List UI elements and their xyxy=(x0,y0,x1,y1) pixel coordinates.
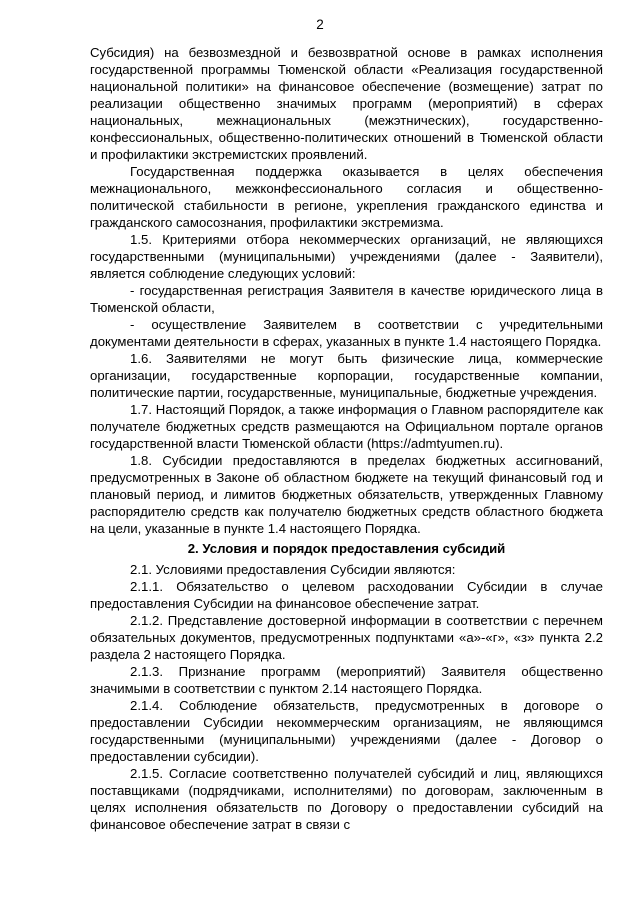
paragraph-state-support: Государственная поддержка оказывается в целях обеспечения межнационального, межконфессионального согласия и общественно-политической стабильности в регионе, укрепления гражданского единства и гражданского самосознания, профилактики экстремизма. xyxy=(90,164,603,230)
paragraph-2-1-3: 2.1.3. Признание программ (мероприятий) Заявителя общественно значимыми в соответствии с пунктом 2.14 настоящего Порядка. xyxy=(90,664,603,696)
paragraph-condition-activity: - осуществление Заявителем в соответствии с учредительными документами деятельности в сферах, указанных в пункте 1.4 настоящего Порядка. xyxy=(90,317,603,349)
paragraph-1-5: 1.5. Критериями отбора некоммерческих организаций, не являющихся государственными (муниципальными) учреждениями (далее - Заявители), является соблюдение следующих условий: xyxy=(90,232,603,281)
paragraph-2-1-1: 2.1.1. Обязательство о целевом расходовании Субсидии в случае предоставления Субсидии на финансовое обеспечение затрат. xyxy=(90,579,603,611)
paragraph-2-1-5: 2.1.5. Согласие соответственно получателей субсидий и лиц, являющихся поставщиками (подрядчиками, исполнителями) по договорам, заключенным в целях исполнения обязательств по Договору о предоставлении субсидий на финансовое обеспечение затрат в связи с xyxy=(90,766,603,832)
paragraph-1-7: 1.7. Настоящий Порядок, а также информация о Главном распорядителе как получателе бюджетных средств размещаются на Официальном портале органов государственной власти Тюменской области (https://admtyumen.ru). xyxy=(90,402,603,451)
paragraph-condition-registration: - государственная регистрация Заявителя в качестве юридического лица в Тюменской области, xyxy=(90,283,603,315)
paragraph-intro: Субсидия) на безвозмездной и безвозвратной основе в рамках исполнения государственной программы Тюменской области «Реализация государственной национальной политики» на финансовое обеспечение (возмещение) затрат по реализации общественно значимых программ (мероприятий) в сферах национальных, межнациональных (межэтнических), государственно-конфессиональных, общественно-политических отношений в Тюменской области и профилактики экстремистских проявлений. xyxy=(90,45,603,162)
section-heading: 2. Условия и порядок предоставления субсидий xyxy=(187,541,506,556)
paragraph-2-1: 2.1. Условиями предоставления Субсидии являются: xyxy=(130,562,456,577)
page-number: 2 xyxy=(316,17,324,32)
document-body xyxy=(90,44,603,833)
paragraph-2-1-2: 2.1.2. Представление достоверной информации в соответствии с перечнем обязательных документов, предусмотренных подпунктами «а»-«г», «з» пункта 2.2 раздела 2 настоящего Порядка. xyxy=(90,613,603,662)
paragraph-1-8: 1.8. Субсидии предоставляются в пределах бюджетных ассигнований, предусмотренных в Законе об областном бюджете на текущий финансовый год и плановый период, и лимитов бюджетных обязательств, утвержденных Главному распорядителю средств как получателю бюджетных средств областного бюджета на цели, указанные в пункте 1.4 настоящего Порядка. xyxy=(90,453,603,536)
paragraph-2-1-4: 2.1.4. Соблюдение обязательств, предусмотренных в договоре о предоставлении Субсидии некоммерческим организациям, не являющимся государственными (муниципальными) учреждениями (далее - Договор о предоставлении субсидии). xyxy=(90,698,603,764)
paragraph-1-6: 1.6. Заявителями не могут быть физические лица, коммерческие организации, государственные корпорации, государственные компании, политические партии, государственные, муниципальные, бюджетные учреждения. xyxy=(90,351,603,400)
